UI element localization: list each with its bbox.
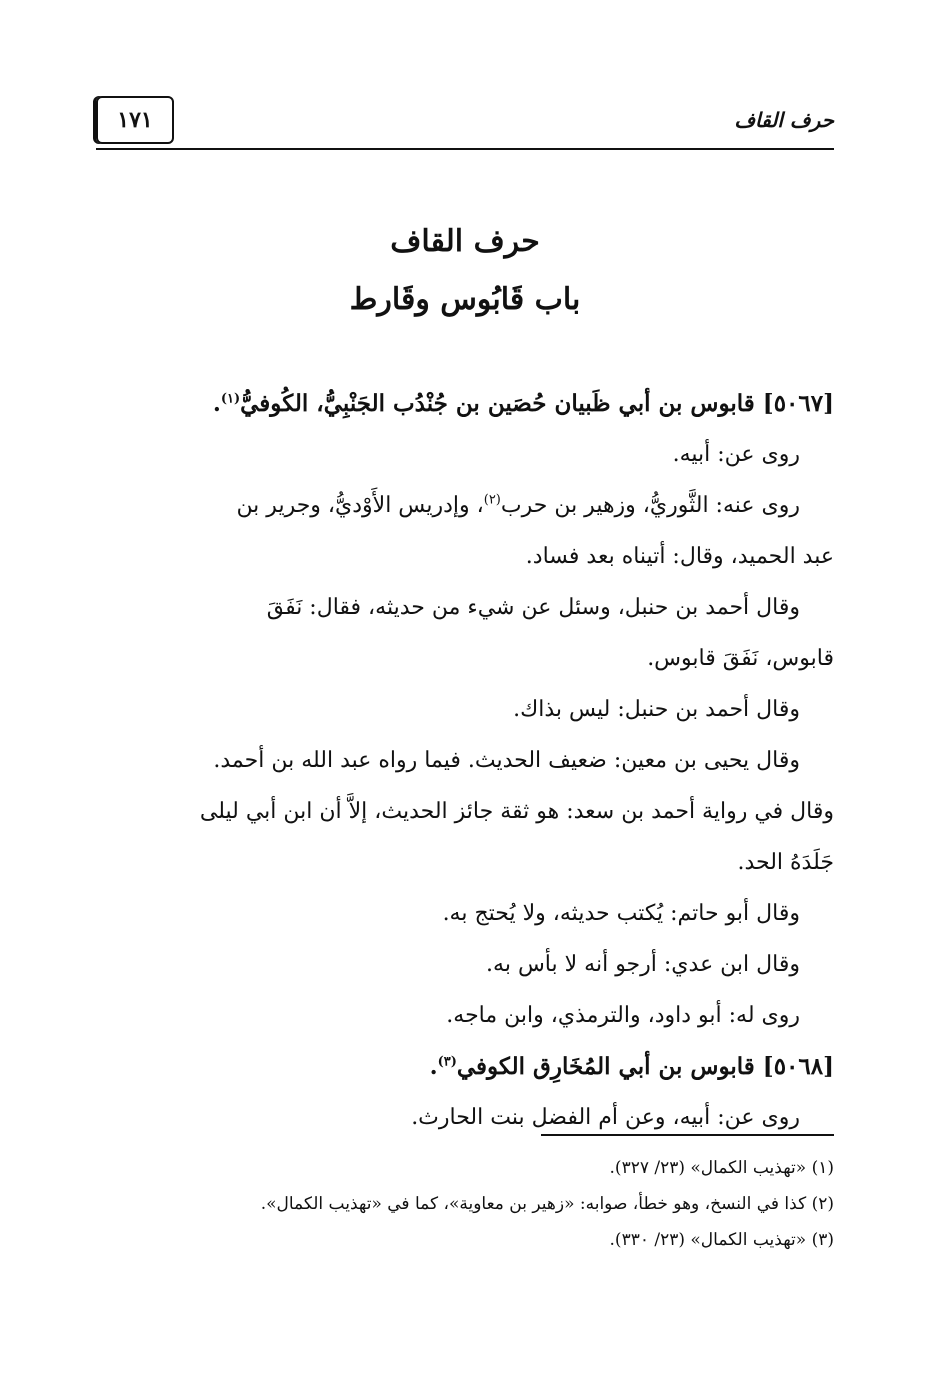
text-line: روى عن: أبيه. <box>672 442 800 467</box>
text-line: عبد الحميد، وقال: أتيناه بعد فساد. <box>525 544 834 569</box>
section-title: باب قَابُوس وقَارط <box>349 282 581 317</box>
entry-heading-5068: [٥٠٦٨] قابوس بن أبي المُخَارِق الكوفي$^{(٣)}$. <box>429 1053 834 1080</box>
text-line: وقال في رواية أحمد بن سعد: هو ثقة جائز الحديث، إلاَّ أن ابن أبي ليلى <box>199 799 834 824</box>
entry-heading-5067: [٥٠٦٧] قابوس بن أبي ظَبيان حُصَين بن جُنْدُب الجَنْبِيُّ، الكُوفيُّ$^{(١)}$. <box>212 390 834 417</box>
text-line: وقال أحمد بن حنبل، وسئل عن شيء من حديثه، فقال: نَفَقَ <box>266 595 800 620</box>
chapter-title: حرف القاف <box>390 224 540 259</box>
footnote-ref-3: (٣) <box>437 1054 457 1070</box>
text-line: وقال ابن عدي: أرجو أنه لا بأس به. <box>486 952 800 977</box>
footnotes <box>96 1150 834 1258</box>
page-number: ١٧١ <box>117 107 153 133</box>
text-line: وقال أبو حاتم: يُكتب حديثه، ولا يُحتج به. <box>442 901 800 926</box>
text-line: وقال أحمد بن حنبل: ليس بذاك. <box>513 697 800 722</box>
text-line: روى عن: أبيه، وعن أم الفضل بنت الحارث. <box>411 1105 800 1130</box>
footnote-rule <box>541 1134 834 1136</box>
running-head: حرف القاف <box>734 108 834 132</box>
text-line: جَلَدَهُ الحد. <box>737 850 834 875</box>
text-line: قابوس، نَفَقَ قابوس. <box>647 646 834 671</box>
footnote: (١) «تهذيب الكمال» (٢٣/ ٣٢٧). <box>609 1158 834 1178</box>
text-line: روى له: أبو داود، والترمذي، وابن ماجه. <box>446 1003 800 1028</box>
footnote-ref-1: (١) <box>220 391 241 407</box>
page-header <box>96 88 834 152</box>
text-line: روى عنه: الثَّوريُّ، وزهير بن حرب$^{(٢)}$، وإدريس الأَوْديُّ، وجرير بن <box>236 492 800 518</box>
main-text <box>96 378 834 1143</box>
text-line: وقال يحيى بن معين: ضعيف الحديث. فيما رواه عبد الله بن أحمد. <box>213 748 800 773</box>
footnote: (٣) «تهذيب الكمال» (٢٣/ ٣٣٠). <box>609 1230 834 1250</box>
footnote-ref-2: (٢) <box>483 492 501 508</box>
footnote: (٢) كذا في النسخ، وهو خطأ، صوابه: «زهير بن معاوية»، كما في «تهذيب الكمال». <box>260 1194 834 1214</box>
header-rule <box>96 148 834 150</box>
page-number-box <box>96 96 174 144</box>
